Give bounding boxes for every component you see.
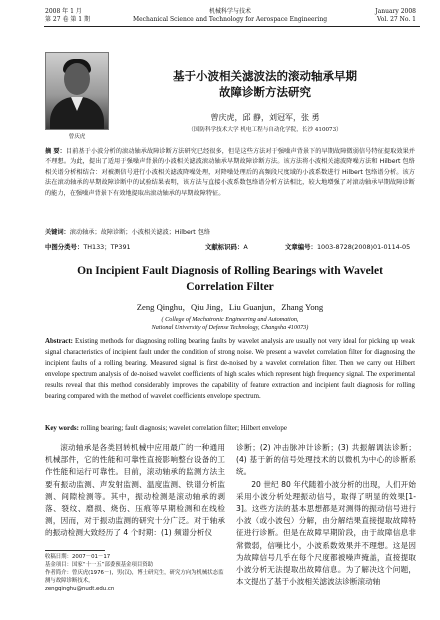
body-left-column: 滚动轴承是各类回转机械中应用最广的一种通用机械部件，它的性能和可靠性直接影响整台设备的工作性能和运行可靠性。目前，滚动轴承的监测方法主要有振动监测、声发射监测、温度监测、铁谱分析监测、间隙检测等。其中，振动检测是滚动轴承的剥落、裂纹、磨损、烧伤、压痕等早期检测和在线检测，因而，对于振动监测的研究十分广泛。对于轴承的振动检测大致经历了 4 个时期：(1) 频谱分析仪 xyxy=(45,443,225,538)
cn-clc-label: 中图分类号： xyxy=(45,243,84,251)
header-volume: 第 27 卷 第 1 期 xyxy=(45,16,90,23)
header-journal-cn: 机械科学与技术 xyxy=(208,8,251,15)
author-photo xyxy=(45,52,109,130)
en-title xyxy=(45,263,415,295)
cn-article-no xyxy=(285,242,410,251)
en-title-line2: Correlation Filter xyxy=(186,281,274,293)
header-journal xyxy=(110,8,350,24)
en-abstract-text: Existing methods for diagnosing rolling bearing faults by wavelet analysis are usually not very ideal for picking up weak signal characteristics of incipient fault under the condition of strong noise. We present a wavelet correlation filter for diagnosing the incipient faults of a rolling bearing. Measured signal is first de-noised by a wavelet correlation filter. Then we carry out Hilbert envelope spectrum analysis of de-noised wavelet coefficients of high scales which represent high frequency signal. The experimental results reveal that this method considerably improves the capability of feature extraction and incipient fault diagnosis for rolling bearing compared with the method of wavelet coefficients envelope spectrum. xyxy=(45,338,415,401)
body-right-column xyxy=(236,442,416,588)
cn-title-line1: 基于小波相关滤波法的滚动轴承早期 xyxy=(173,69,357,83)
header-issue xyxy=(45,8,90,24)
cn-title xyxy=(110,68,420,100)
cn-keywords-text: 滚动轴承；故障诊断；小波相关滤波；Hilbert 包络 xyxy=(69,229,211,236)
footnotes xyxy=(45,553,225,593)
cn-doc-code-value: A xyxy=(243,243,248,251)
cn-clc-value: TH133；TP391 xyxy=(83,243,131,251)
cn-doc-code-label: 文献标识码： xyxy=(205,243,244,251)
cn-keywords-label: 关键词： xyxy=(45,229,70,236)
cn-affiliation: （国防科学技术大学 机电工程与自动化学院，长沙 410073） xyxy=(188,127,342,133)
cn-article-no-label: 文章编号： xyxy=(285,243,317,251)
footnote-fund: 基金项目：国家“十一五”部委预基金项目资助 xyxy=(45,562,154,568)
footnote-email: zengqinghu@nudt.edu.cn xyxy=(45,586,115,592)
header-date: 2008 年 1 月 xyxy=(45,8,82,15)
cn-keywords xyxy=(45,228,415,238)
header-date-en: January 2008 xyxy=(375,8,416,15)
en-affiliation xyxy=(45,316,415,332)
en-keywords xyxy=(45,423,415,434)
body-right-paragraph-2: 20 世纪 80 年代随着小波分析的出现，人们开始采用小波分析处理振动信号，取得了明显的效果[1-3]。这些方法的基本思想都是对测得的振动信号进行小波（或小波包）分解，由分解结果直接提取故障特征进行诊断。但是在故障早期阶段，由于故障信息非常微弱，信噪比小，小波系数效果并不理想。这是因为故障信号几乎在每个尺度都被噪声掩盖，直接提取小波分析无法提取出故障信息。为了解决这个问题，本文提出了基于小波相关滤波法诊断滚动轴 xyxy=(236,479,416,587)
header-journal-en: Mechanical Science and Technology for Aerospace Engineering xyxy=(132,16,328,23)
cn-clc xyxy=(45,242,131,251)
cn-article-no-value: 1003-8728(2008)01-0114-05 xyxy=(316,243,411,251)
en-affiliation-line2: National University of Defense Technology, Changsha 410073) xyxy=(151,324,309,331)
header-volume-en: Vol. 27 No. 1 xyxy=(376,16,416,23)
cn-authors: 曾庆虎，邱 静，刘冠军，张 勇 xyxy=(210,113,320,122)
footnote-author: 作者简介：曾庆虎(1976－)，男(汉)，博士研究生，研究方向为机械状态监测与故障诊断技术， xyxy=(45,570,224,584)
cn-title-line2: 故障诊断方法研究 xyxy=(219,85,311,99)
en-keywords-text: rolling bearing; fault diagnosis; wavelet correlation filter; Hilbert envelope xyxy=(80,425,287,432)
en-keywords-label: Key words: xyxy=(45,425,79,432)
en-abstract-label: Abstract: xyxy=(45,338,73,345)
cn-doc-code xyxy=(205,242,248,251)
cn-abstract xyxy=(45,147,415,199)
en-authors: Zeng Qinghu，Qiu Jing，Liu Guanjun，Zhang Yong xyxy=(136,302,324,312)
footnote-received: 收稿日期：2007－01－17 xyxy=(45,554,111,560)
cn-abstract-text: 目前基于小波分析的滚动轴承故障诊断方法研究已经很多，但是这些方法对于强噪声背景下的早期故障微弱信号特征提取效果并不理想。为此，提出了适用于强噪声背景的小波相关滤波滚动轴承早期故障诊断方法。该方法将小波相关滤波降噪方法和 Hilbert 包络相关谱分析相结合：对被测信号进行小波相关滤波降噪处理，对降噪处理后的高频段尺度域的小波系数进行 Hilbert 包络谱分析。该方法在滚动轴承的早期故障诊断中的试验结果表明，该方法与直接小波系数包络谱分析方法相比，较大地增强了对滚动轴承早期故障诊断的能力，在强噪声背景下有效地提取出滚动轴承的早期故障特征。 xyxy=(45,148,415,197)
footnote-rule xyxy=(45,550,105,551)
en-title-line1: On Incipient Fault Diagnosis of Rolling Bearings with Wavelet xyxy=(77,265,383,277)
en-affiliation-line1: ( College of Mechatronic Engineering and Automation, xyxy=(161,316,299,323)
body-right-paragraph-1: 诊断；(2) 冲击脉冲计诊断；(3) 共振解调法诊断；(4) 基于新的信号处理技术的以微机为中心的诊断系统。 xyxy=(236,443,416,477)
en-abstract xyxy=(45,336,415,403)
header-rule xyxy=(44,26,420,27)
header-issue-en xyxy=(358,8,416,24)
photo-caption: 曾庆虎 xyxy=(68,134,86,140)
cn-abstract-label: 摘 要： xyxy=(45,148,66,155)
